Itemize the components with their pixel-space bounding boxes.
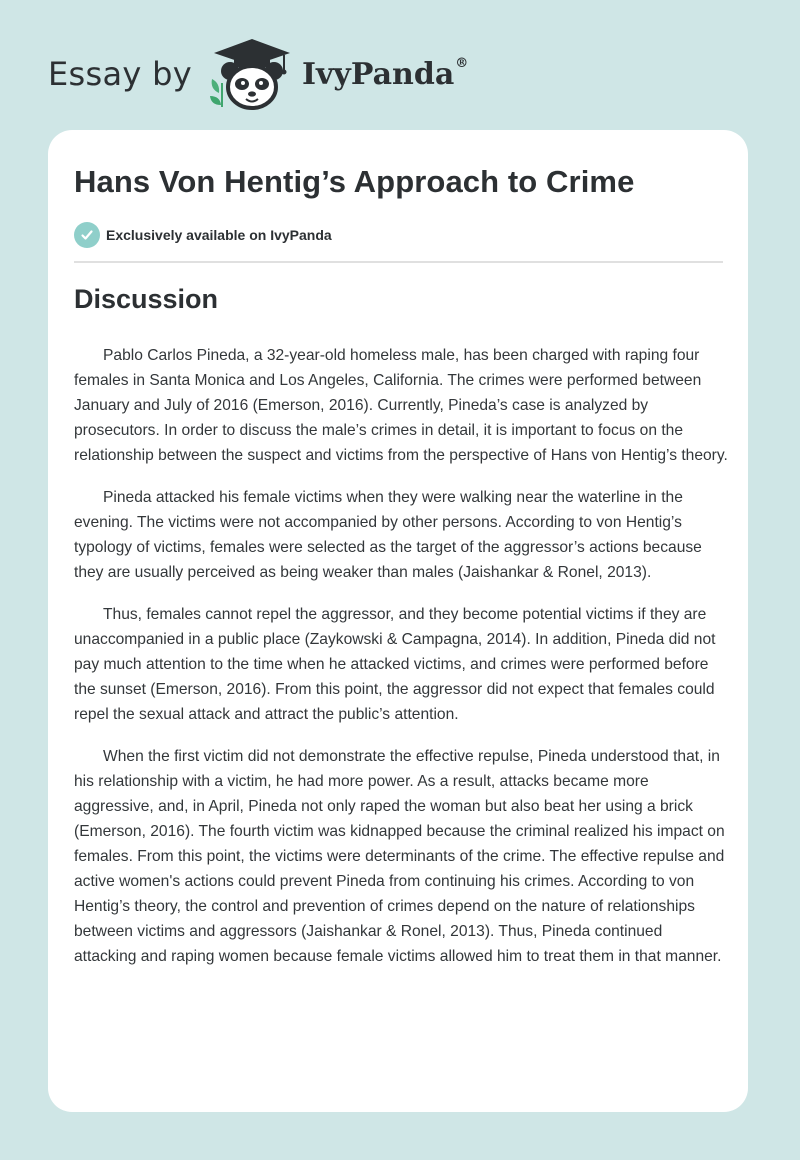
brand-name[interactable] [302, 57, 468, 92]
exclusive-label: Exclusively available on IvyPanda [106, 227, 332, 243]
panda-logo-icon[interactable] [206, 35, 298, 113]
check-icon [74, 222, 100, 248]
paragraph: Pablo Carlos Pineda, a 32-year-old homeless male, has been charged with raping four females in Santa Monica and Los Angeles, California. The crimes were performed between January and July of 2016 (Emerson, 2016). Currently, Pineda’s case is analyzed by prosecutors. In order to discuss the male’s crimes in detail, it is important to focus on the relationship between the suspect and victims from the perspective of Hans von Hentig’s theory. [74, 347, 728, 464]
essay-body [74, 343, 728, 986]
section-heading: Discussion [74, 284, 219, 314]
paragraph: Thus, females cannot repel the aggressor, and they become potential victims if they are unaccompanied in a public place (Zaykowski & Campagna, 2014). In addition, Pineda did not pay much attention to the time when he attacked victims, and crimes were performed before the sunset (Emerson, 2016). From this point, the aggressor did not expect that females could repel the sexual attack and attract the public’s attention. [74, 606, 716, 723]
paragraph: When the first victim did not demonstrate the effective repulse, Pineda understood that, in his relationship with a victim, he had more power. As a result, attacks became more aggressive, and, in April, Pineda not only raped the woman but also beat her using a brick (Emerson, 2016). The fourth victim was kidnapped because the criminal realized his impact on females. From this point, the victims were determinants of the crime. The effective repulse and active women's actions could prevent Pineda from continuing his crimes. According to von Hentig’s theory, the control and prevention of crimes depend on the nature of relationships between victims and aggressors (Jaishankar & Ronel, 2013). Thus, Pineda continued attacking and raping women because female victims allowed him to treat them in that manner. [74, 748, 725, 965]
essay-by-label: Essay by [48, 55, 192, 93]
trademark-symbol: ® [455, 55, 469, 71]
site-header [48, 34, 468, 114]
exclusive-badge [74, 222, 332, 248]
essay-title: Hans Von Hentig’s Approach to Crime [74, 164, 635, 199]
brand-name-text: IvyPanda [301, 56, 455, 92]
divider [74, 261, 723, 263]
paragraph: Pineda attacked his female victims when they were walking near the waterline in the evening. The victims were not accompanied by other persons. According to von Hentig’s typology of victims, females were selected as the target of the aggressor’s actions because they are usually perceived as being weaker than males (Jaishankar & Ronel, 2013). [74, 489, 702, 581]
